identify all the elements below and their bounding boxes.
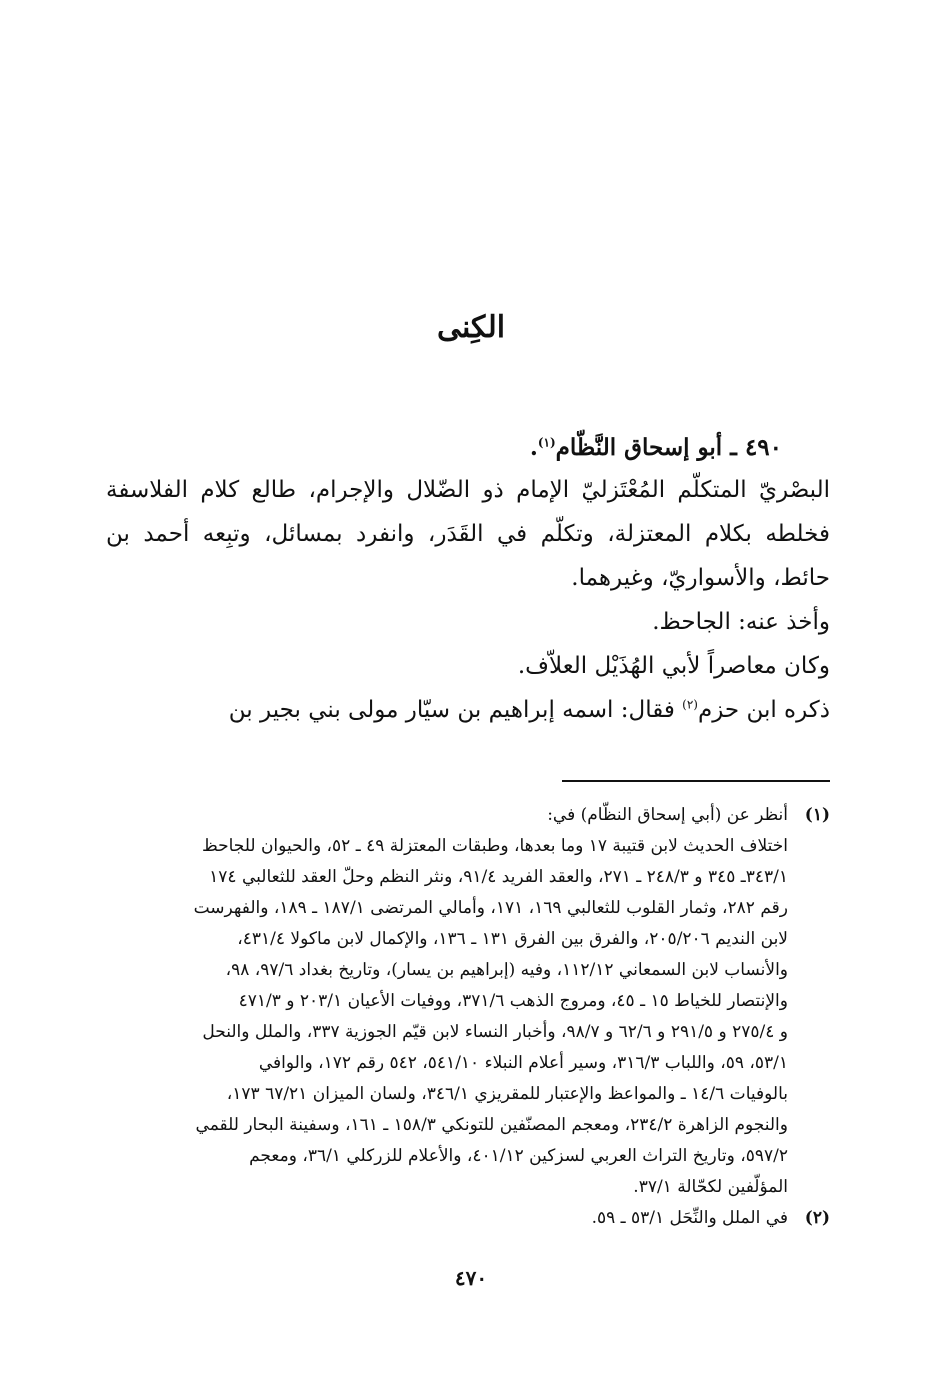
footnote-1 <box>106 800 830 1203</box>
footnote-line: ٥٩٧/٢، وتاريخ التراث العربي لسزكين ٤٠١/١٢، والأعلام للزركلي ٣٦/١، ومعجم <box>249 1146 788 1166</box>
footnote-ref-1: (١) <box>537 435 556 450</box>
entry-heading <box>106 428 782 468</box>
footnote-line: والإنتصار للخياط ١٥ ـ ٤٥، ومروج الذهب ٣٧١/٦، ووفيات الأعيان ٢٠٣/١ و ٤٧١/٣ <box>238 991 788 1011</box>
entry-heading-end: . <box>529 434 538 461</box>
footnote-divider <box>562 780 830 782</box>
footnote-line: المؤلّفين لكحّالة ٣٧/١. <box>633 1177 788 1197</box>
footnote-number: (١) <box>804 805 830 825</box>
footnote-ref-2: (٢) <box>682 697 698 712</box>
biography-paragraph: البصْريّ المتكلّم المُعْتَزليّ الإمام ذو الضّلال والإجرام، طالع كلام الفلاسفة فخلطه بكلام المعتزلة، وتكلّم في القَدَر، وانفرد بمسائل، وتبِعه أحمد بن حائط، والأسواريّ، وغيرهما. <box>106 477 830 591</box>
footnote-line: والأنساب لابن السمعاني ١١٢/١٢، وفيه (إبراهيم بن يسار)، وتاريخ بغداد ٩٧/٦، ٩٨، <box>225 960 788 980</box>
ibn-hazm-text-a: ذكره ابن حزم <box>697 697 830 723</box>
main-text <box>106 428 830 732</box>
footnote-line: بالوفيات ١٤/٦ ـ والمواعظ والإعتبار للمقريزي ٣٤٦/١، ولسان الميزان ٦٧/٢١ ١٧٣، <box>226 1084 788 1104</box>
page-number: ٤٧٠ <box>454 1266 488 1290</box>
footnote-line: ٣٤٣/١ـ ٣٤٥ و ٢٤٨/٣ ـ ٢٧١، والعقد الفريد ٩١/٤، ونثر النظم وحلّ العقد للثعالبي ١٧٤ <box>209 867 788 887</box>
footnote-line: في الملل والنِّحَل ٥٣/١ ـ ٥٩. <box>591 1208 788 1228</box>
footnote-body <box>106 1203 788 1234</box>
footnote-body <box>106 800 788 1203</box>
ibn-hazm-line <box>106 688 830 732</box>
footnote-line: لابن النديم ٢٠٥/٢٠٦، والفرق بين الفرق ١٣١ ـ ١٣٦، والإكمال لابن ماكولا ٤٣١/٤، <box>237 929 788 949</box>
ibn-hazm-text-b: فقال: اسمه إبراهيم بن سيّار مولى بني بجير بن <box>228 697 683 723</box>
entry-heading-text: ٤٩٠ ـ أبو إسحاق النَّظّام <box>555 434 782 461</box>
footnote-2 <box>106 1203 830 1234</box>
footnotes <box>106 800 830 1234</box>
taught-line: وأخذ عنه: الجاحظ. <box>652 609 830 635</box>
footnote-line: ٥٣/١، ٥٩، واللباب ٣١٦/٣، وسير أعلام النبلاء ٥٤١/١٠، ٥٤٢ رقم ١٧٢، والوافي <box>258 1053 788 1073</box>
contemporary-line: وكان معاصراً لأبي الهُذَيْل العلاّف. <box>517 653 830 679</box>
footnote-line: والنجوم الزاهرة ٢٣٤/٢، ومعجم المصنّفين للتونكي ١٥٨/٣ ـ ١٦١، وسفينة البحار للقمي <box>195 1115 788 1135</box>
footnote-line: أنظر عن (أبي إسحاق النظّام) في: <box>547 805 788 825</box>
footnote-number: (٢) <box>804 1208 830 1228</box>
section-title: الكِنى <box>436 310 506 345</box>
footnote-line: و ٢٧٥/٤ و ٢٩١/٥ و ٦٢/٦ و ٩٨/٧، وأخبار النساء لابن قيّم الجوزية ٣٣٧، والملل والنحل <box>202 1022 788 1042</box>
footnote-line: اختلاف الحديث لابن قتيبة ١٧ وما بعدها، وطبقات المعتزلة ٤٩ ـ ٥٢، والحيوان للجاحظ <box>201 836 788 856</box>
footnote-line: رقم ٢٨٢، وثمار القلوب للثعالبي ١٦٩، ١٧١، وأمالي المرتضى ١٨٧/١ ـ ١٨٩، والفهرست <box>193 898 788 918</box>
